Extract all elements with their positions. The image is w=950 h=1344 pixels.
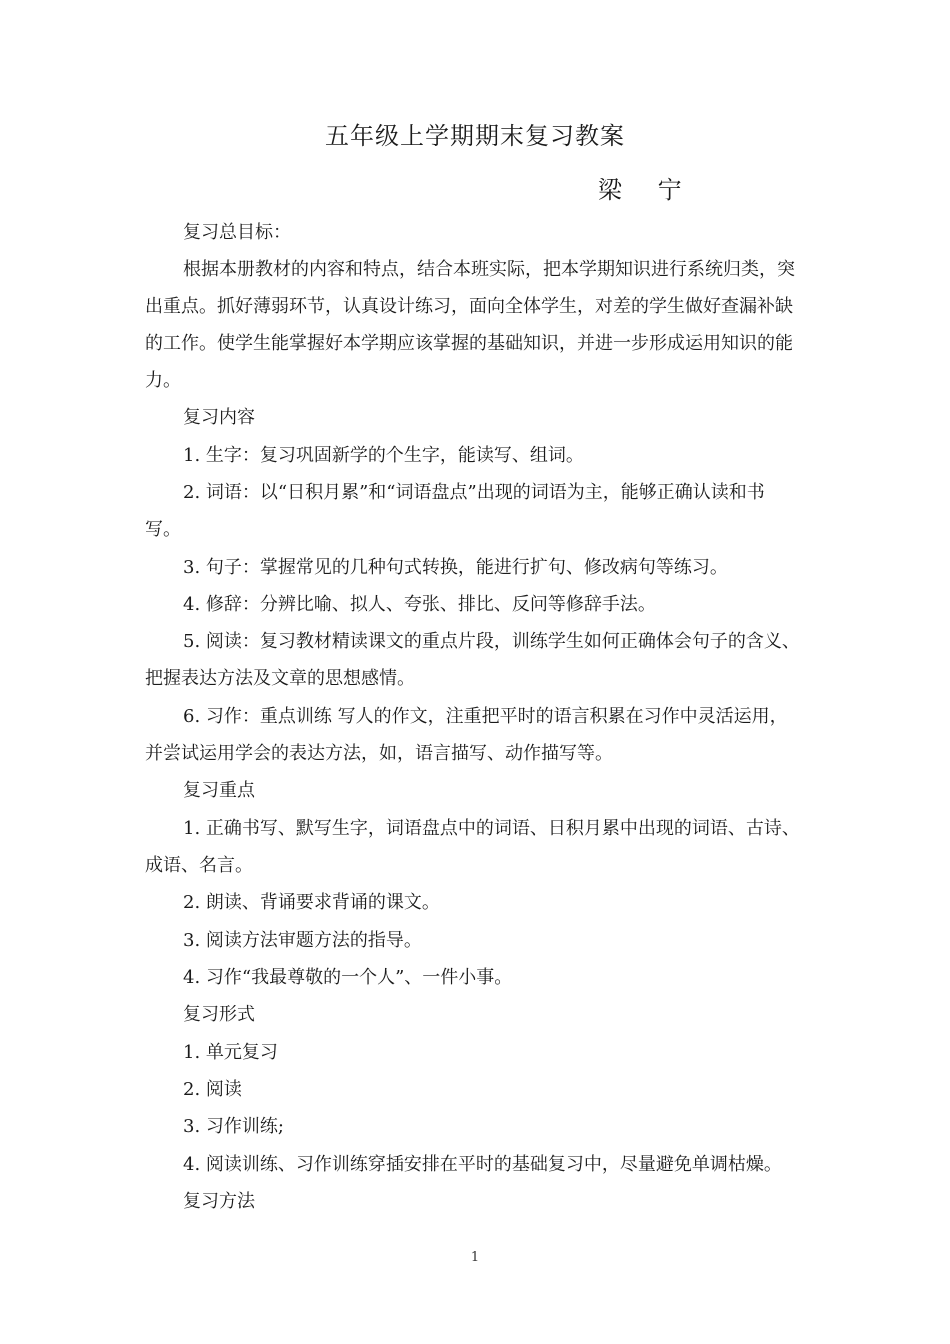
list-item: 4. 修辞：分辨比喻、拟人、夸张、排比、反问等修辞手法。 [183,594,656,615]
list-item: 2. 朗读、背诵要求背诵的课文。 [183,892,440,913]
document-title: 五年级上学期期末复习教案 [325,122,625,150]
paragraph-line: 的工作。使学生能掌握好本学期应该掌握的基础知识，并进一步形成运用知识的能 [145,333,793,354]
list-item-continuation: 并尝试运用学会的表达方法，如，语言描写、动作描写等。 [145,743,613,764]
list-item: 1. 正确书写、默写生字，词语盘点中的词语、日积月累中出现的词语、古诗、 [183,818,800,839]
list-item-continuation: 写。 [145,519,181,540]
form-heading: 复习形式 [183,1004,255,1025]
list-item: 5. 阅读：复习教材精读课文的重点片段，训练学生如何正确体会句子的含义、 [183,631,800,652]
list-item: 1. 生字：复习巩固新学的个生字，能读写、组词。 [183,445,584,466]
content-heading: 复习内容 [183,407,255,428]
list-item: 6. 习作：重点训练 写人的作文，注重把平时的语言积累在习作中灵活运用， [183,706,788,727]
focus-heading: 复习重点 [183,780,255,801]
paragraph-line: 力。 [145,370,181,391]
page-number: 1 [470,1250,480,1265]
goal-heading: 复习总目标： [183,222,291,243]
list-item: 3. 句子：掌握常见的几种句式转换，能进行扩句、修改病句等练习。 [183,557,728,578]
list-item: 3. 阅读方法审题方法的指导。 [183,930,422,951]
list-item: 2. 阅读 [183,1079,242,1100]
method-heading: 复习方法 [183,1191,255,1212]
paragraph-line: 根据本册教材的内容和特点，结合本班实际，把本学期知识进行系统归类，突 [183,259,795,280]
list-item: 1. 单元复习 [183,1042,278,1063]
paragraph-line: 出重点。抓好薄弱环节，认真设计练习，面向全体学生，对差的学生做好查漏补缺 [145,296,793,317]
list-item: 4. 阅读训练、习作训练穿插安排在平时的基础复习中，尽量避免单调枯燥。 [183,1154,782,1175]
list-item: 2. 词语：以“日积月累”和“词语盘点”出现的词语为主，能够正确认读和书 [183,482,765,503]
list-item-continuation: 把握表达方法及文章的思想感情。 [145,668,415,689]
list-item: 4. 习作“我最尊敬的一个人”、一件小事。 [183,967,513,988]
list-item: 3. 习作训练; [183,1116,284,1137]
author-name: 梁 宁 [598,176,696,204]
list-item-continuation: 成语、名言。 [145,855,253,876]
